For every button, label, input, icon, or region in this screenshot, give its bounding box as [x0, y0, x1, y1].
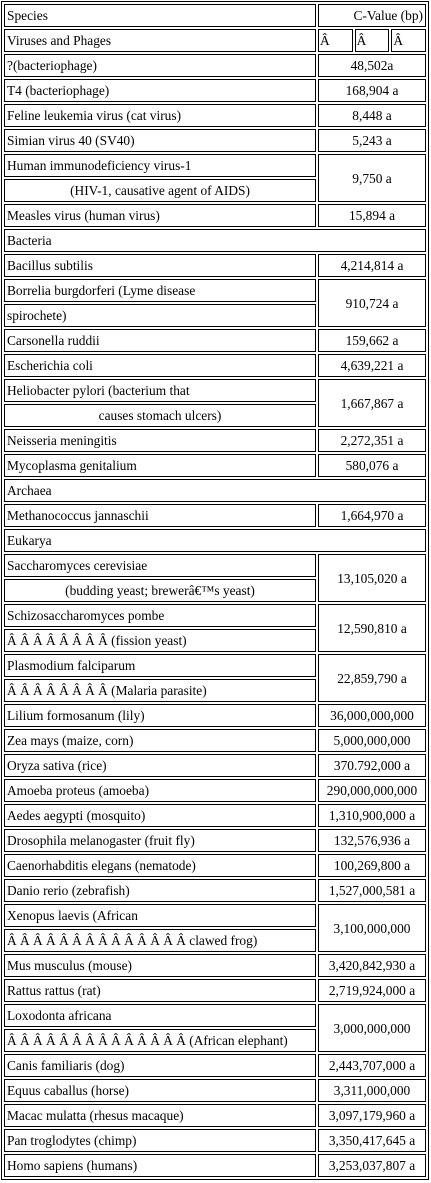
c-value: 12,590,810 a: [318, 604, 426, 652]
species-name: Escherichia coli: [4, 354, 316, 377]
section-archaea: [4, 479, 426, 502]
table-row: [4, 1004, 426, 1027]
c-value: 5,000,000,000: [318, 729, 426, 752]
c-value: 132,576,936 a: [318, 829, 426, 852]
table-row: [4, 804, 426, 827]
section-heading-archaea: Archaea: [4, 479, 426, 502]
header-cvalue: C-Value (bp): [318, 4, 426, 27]
species-name: Macac mulatta (rhesus macaque): [4, 1104, 316, 1127]
species-name: Neisseria meningitis: [4, 429, 316, 452]
table-row: [4, 204, 426, 227]
species-name: Drosophila melanogaster (fruit fly): [4, 829, 316, 852]
table-row: [4, 554, 426, 577]
species-name: Heliobacter pylori (bacterium that: [4, 379, 316, 402]
table-row: [4, 104, 426, 127]
c-value: 22,859,790 a: [318, 654, 426, 702]
species-name-continued: Â Â Â Â Â Â Â Â (fission yeast): [4, 629, 316, 652]
species-name: Lilium formosanum (lily): [4, 704, 316, 727]
section-heading-viruses: Viruses and Phages: [4, 29, 316, 52]
species-name: Simian virus 40 (SV40): [4, 129, 316, 152]
species-name: Human immunodeficiency virus-1: [4, 154, 316, 177]
table-row: [4, 379, 426, 402]
c-value: 159,662 a: [318, 329, 426, 352]
c-value: 3,420,842,930 a: [318, 954, 426, 977]
c-value: 5,243 a: [318, 129, 426, 152]
species-name: Pan troglodytes (chimp): [4, 1129, 316, 1152]
c-value: 3,350,417,645 a: [318, 1129, 426, 1152]
species-name-continued: (HIV-1, causative agent of AIDS): [4, 179, 316, 202]
species-name: Loxodonta africana: [4, 1004, 316, 1027]
table-row: [4, 829, 426, 852]
species-name: Carsonella ruddii: [4, 329, 316, 352]
c-value: 2,719,924,000 a: [318, 979, 426, 1002]
species-name: Xenopus laevis (African: [4, 904, 316, 927]
table-row: [4, 779, 426, 802]
table-row: [4, 54, 426, 77]
c-value: 3,097,179,960 a: [318, 1104, 426, 1127]
table-row: [4, 1054, 426, 1077]
table-row: [4, 154, 426, 177]
c-value: 1,667,867 a: [318, 379, 426, 427]
species-name: ?(bacteriophage): [4, 54, 316, 77]
species-name: Oryza sativa (rice): [4, 754, 316, 777]
c-value: 4,214,814 a: [318, 254, 426, 277]
empty-subcell: Â: [355, 29, 390, 52]
c-value: 3,253,037,807 a: [318, 1154, 426, 1177]
species-name: Amoeba proteus (amoeba): [4, 779, 316, 802]
c-value: 100,269,800 a: [318, 854, 426, 877]
table-row: [4, 79, 426, 102]
c-value: 3,311,000,000: [318, 1079, 426, 1102]
species-name: Equus caballus (horse): [4, 1079, 316, 1102]
header-row: [4, 4, 426, 27]
species-name-continued: (budding yeast; brewerâ€™s yeast): [4, 579, 316, 602]
table-row: [4, 754, 426, 777]
c-value: 2,443,707,000 a: [318, 1054, 426, 1077]
c-value: 13,105,020 a: [318, 554, 426, 602]
species-name: Caenorhabditis elegans (nematode): [4, 854, 316, 877]
table-row: [4, 454, 426, 477]
table-row: [4, 879, 426, 902]
species-name-continued: Â Â Â Â Â Â Â Â Â Â Â Â Â Â (African elephant): [4, 1029, 316, 1052]
c-value: 4,639,221 a: [318, 354, 426, 377]
species-name: Schizosaccharomyces pombe: [4, 604, 316, 627]
c-value: 1,310,900,000 a: [318, 804, 426, 827]
table-row: [4, 354, 426, 377]
empty-subcell: Â: [318, 29, 353, 52]
table-row: [4, 1129, 426, 1152]
table-row: [4, 904, 426, 927]
header-species: Species: [4, 4, 316, 27]
species-name: Mycoplasma genitalium: [4, 454, 316, 477]
c-value: 2,272,351 a: [318, 429, 426, 452]
table-row: [4, 329, 426, 352]
section-bacteria: [4, 229, 426, 252]
species-name-continued: Â Â Â Â Â Â Â Â (Malaria parasite): [4, 679, 316, 702]
table-row: [4, 604, 426, 627]
species-name: Mus musculus (mouse): [4, 954, 316, 977]
species-name: Rattus rattus (rat): [4, 979, 316, 1002]
section-heading-eukarya: Eukarya: [4, 529, 426, 552]
table-row: [4, 979, 426, 1002]
c-value: 3,000,000,000: [318, 1004, 426, 1052]
table-row: [4, 704, 426, 727]
table-row: [4, 729, 426, 752]
species-name: Feline leukemia virus (cat virus): [4, 104, 316, 127]
c-value-table: [1, 1, 429, 1180]
species-name: Borrelia burgdorferi (Lyme disease: [4, 279, 316, 302]
table-row: [4, 129, 426, 152]
c-value: 1,527,000,581 a: [318, 879, 426, 902]
c-value: 36,000,000,000: [318, 704, 426, 727]
c-value: 15,894 a: [318, 204, 426, 227]
species-name: Bacillus subtilis: [4, 254, 316, 277]
species-name-continued: causes stomach ulcers): [4, 404, 316, 427]
species-name: Canis familiaris (dog): [4, 1054, 316, 1077]
table-row: [4, 1154, 426, 1177]
table-row: [4, 954, 426, 977]
table-row: [4, 854, 426, 877]
c-value: 370.792,000 a: [318, 754, 426, 777]
c-value: 580,076 a: [318, 454, 426, 477]
species-name-continued: spirochete): [4, 304, 316, 327]
c-value: 910,724 a: [318, 279, 426, 327]
species-name: Danio rerio (zebrafish): [4, 879, 316, 902]
species-name: Plasmodium falciparum: [4, 654, 316, 677]
section-heading-bacteria: Bacteria: [4, 229, 426, 252]
c-value: 1,664,970 a: [318, 504, 426, 527]
table-row: [4, 504, 426, 527]
table-row: [4, 1104, 426, 1127]
c-value: 290,000,000,000: [318, 779, 426, 802]
c-value: 48,502a: [318, 54, 426, 77]
species-name-continued: Â Â Â Â Â Â Â Â Â Â Â Â Â Â clawed frog): [4, 929, 316, 952]
section-eukarya: [4, 529, 426, 552]
table-row: [4, 279, 426, 302]
species-name: Methanococcus jannaschii: [4, 504, 316, 527]
c-value: 3,100,000,000: [318, 904, 426, 952]
c-value: 168,904 a: [318, 79, 426, 102]
table-row: [4, 1079, 426, 1102]
species-name: Measles virus (human virus): [4, 204, 316, 227]
species-name: Saccharomyces cerevisiae: [4, 554, 316, 577]
section-viruses: [4, 29, 426, 52]
species-name: T4 (bacteriophage): [4, 79, 316, 102]
c-value: 9,750 a: [318, 154, 426, 202]
c-value: 8,448 a: [318, 104, 426, 127]
table-row: [4, 429, 426, 452]
species-name: Zea mays (maize, corn): [4, 729, 316, 752]
species-name: Aedes aegypti (mosquito): [4, 804, 316, 827]
empty-subcell: Â: [391, 29, 426, 52]
species-name: Homo sapiens (humans): [4, 1154, 316, 1177]
table-row: [4, 654, 426, 677]
table-row: [4, 254, 426, 277]
